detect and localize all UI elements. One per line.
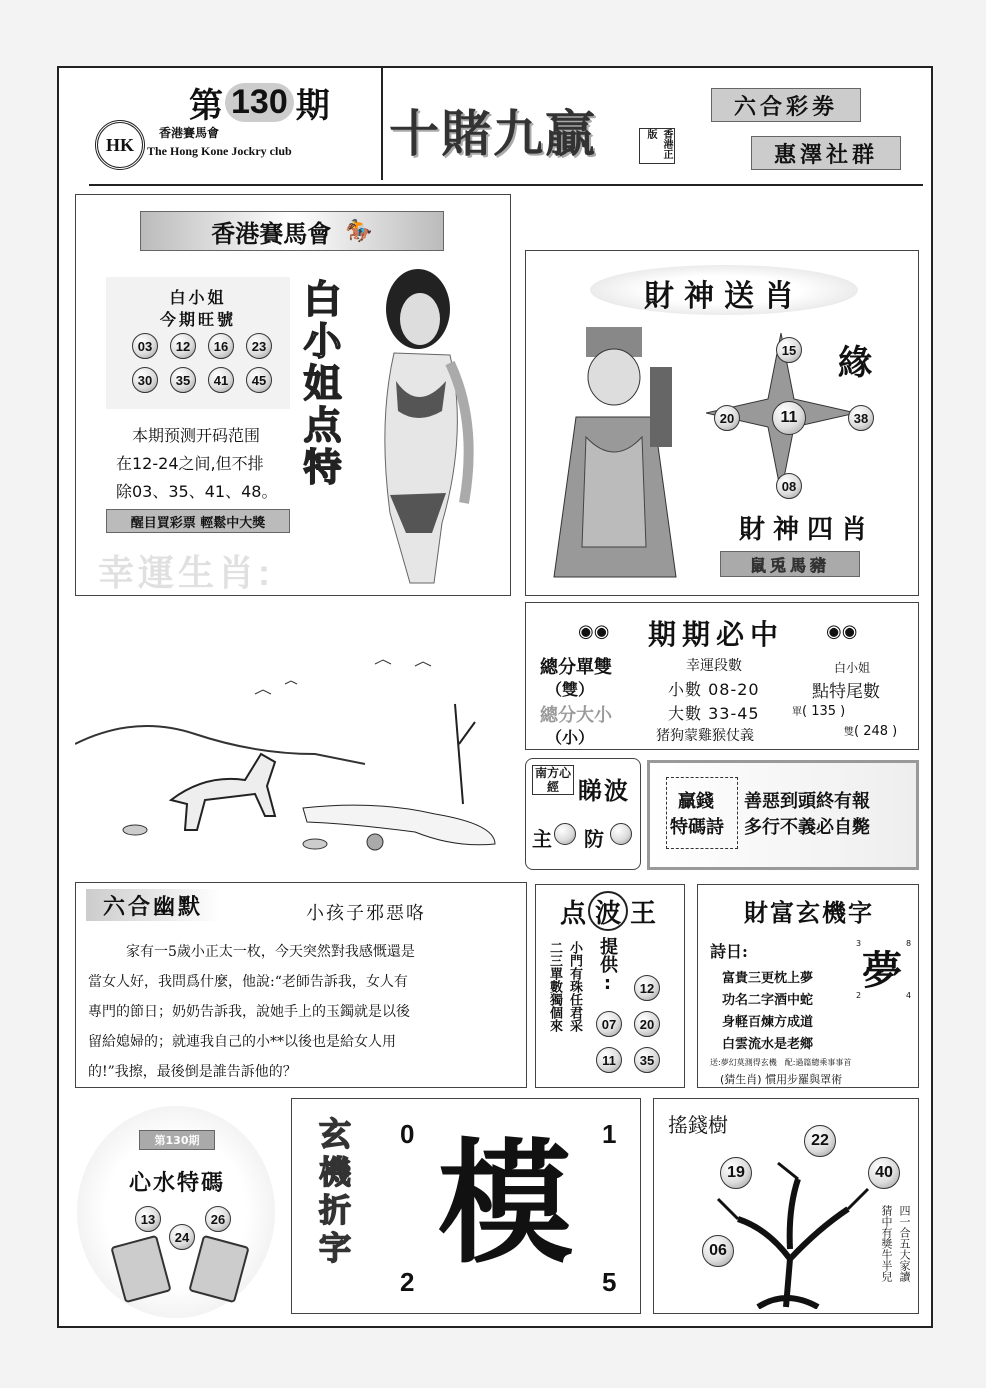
xuanji-tl: 0 — [400, 1119, 415, 1149]
lucky-ball-3: 16 — [208, 333, 234, 359]
humor-panel — [75, 882, 527, 1088]
caishen-center-ball: 11 — [772, 401, 806, 435]
issue-prefix: 第 — [189, 87, 223, 125]
qiqi-left-1: 總分單雙 — [540, 657, 612, 678]
caishen-right-ball: 38 — [848, 405, 874, 431]
wealth-title: 財富玄機字 — [744, 898, 874, 927]
humor-line-4: 留給媳婦的；就連我自己的小**以後也是給女人用 — [88, 1034, 396, 1050]
qiqi-left-2: （雙） — [546, 680, 595, 699]
dianbo-col-2: 小門有珠任君采 — [567, 941, 582, 1032]
qiqi-panel — [525, 602, 919, 750]
money-tree-ball-3: 40 — [868, 1157, 900, 1189]
qiqi-double-value: ( 248 ) — [854, 724, 898, 739]
wave-panel — [525, 758, 641, 870]
watermark-lucky-zodiac: 幸運生肖: — [98, 552, 274, 593]
card-title-1: 白小姐 — [169, 288, 227, 307]
prediction-line-3: 除03、35、41、48。 — [116, 482, 278, 501]
qiqi-left-4: （小） — [546, 728, 595, 747]
qiqi-right-4 — [844, 723, 897, 739]
playing-cards-icon-right — [188, 1235, 249, 1303]
wealth-poem-label: 詩日: — [710, 942, 748, 961]
humor-title: 六合幽默 — [86, 889, 220, 921]
poem-label-1: 贏錢 — [678, 791, 714, 812]
qiqi-mid-4: 猪狗蒙雞猴仗義 — [656, 728, 754, 744]
wolf-landscape-image — [75, 604, 519, 876]
god-of-wealth-image — [546, 327, 684, 587]
qiqi-title: 期期必中 — [648, 618, 785, 651]
money-tree-title: 搖錢樹 — [668, 1113, 728, 1137]
wealth-corner-2: 8 — [906, 939, 912, 948]
caishen-bottom-ball: 08 — [776, 473, 802, 499]
xuanji-br: 5 — [602, 1267, 617, 1297]
wealth-corner-1: 3 — [856, 939, 862, 948]
issue-suffix: 期 — [295, 87, 330, 125]
qiqi-left-3: 總分大小 — [540, 705, 612, 726]
wave-main-ball — [554, 823, 576, 845]
wealth-note: 送:夢幻莫測得玄機 配:過篇總乘事事首 — [710, 1058, 852, 1067]
prediction-line-1: 本期预测开码范围 — [132, 426, 261, 445]
lucky-ball-7: 41 — [208, 367, 234, 393]
wave-main-label: 主 — [532, 827, 552, 851]
humor-line-2: 當女人好，我問爲什麼，他說:“老師告訴我，女人有 — [88, 974, 408, 990]
heart-title: 心水特碼 — [129, 1170, 226, 1196]
club-logo: HK — [95, 120, 145, 170]
lucky-ball-2: 12 — [170, 333, 196, 359]
authentic-stamp: 香港正版 — [639, 128, 675, 164]
xuanji-label: 玄機折字 — [315, 1117, 351, 1269]
dianbo-title — [560, 891, 656, 931]
poem-line-2: 多行不義必自斃 — [744, 817, 870, 838]
poem-panel — [647, 760, 919, 870]
dianbo-title-1: 点 — [560, 898, 587, 929]
xuanji-big-char: 模 — [438, 1126, 573, 1282]
caishen-panel — [525, 250, 919, 596]
humor-subtitle: 小孩子邪惡咯 — [306, 903, 426, 924]
dianbo-ball-3: 20 — [634, 1011, 660, 1037]
money-tree-ball-1: 22 — [804, 1125, 836, 1157]
club-name-cn: 香港賽馬會 — [159, 126, 220, 140]
dianbo-panel — [535, 884, 685, 1088]
poem-line-1: 善惡到頭終有報 — [744, 791, 870, 812]
humor-line-1: 家有一5歲小正太一枚，今天突然對我感慨還是 — [126, 944, 415, 960]
wealth-panel — [697, 884, 919, 1088]
dianbo-ball-2: 07 — [596, 1011, 622, 1037]
caishen-left-ball: 20 — [714, 405, 740, 431]
money-tree-riddle-1: 四一合五大家讀 — [898, 1205, 911, 1282]
wealth-line-2: 功名二字酒中蛇 — [722, 993, 814, 1008]
caishen-animals: 鼠兎馬豬 — [720, 551, 860, 577]
coin-icon-right: ◉◉ — [826, 621, 858, 642]
horse-racing-icon: 🏇 — [345, 218, 373, 244]
lucky-ball-5: 30 — [132, 367, 158, 393]
club-name-en: The Hong Kone Jockry club — [147, 144, 292, 158]
prediction-line-2: 在12-24之间,但不排 — [116, 454, 264, 473]
dianbo-ball-5: 35 — [634, 1047, 660, 1073]
playing-cards-icon-left — [110, 1235, 171, 1303]
landscape-panel — [75, 604, 519, 876]
community-badge: 惠澤社群 — [751, 136, 901, 170]
hkjc-banner — [140, 211, 444, 251]
caishen-title: 財神送肖 — [644, 279, 804, 314]
wealth-line-4: 白雲流水是老鄉 — [722, 1037, 814, 1052]
slogan-badge: 醒目買彩票 輕鬆中大獎 — [106, 509, 290, 533]
qiqi-mid-3: 大數 33-45 — [668, 704, 760, 723]
lucky-ball-8: 45 — [246, 367, 272, 393]
wealth-corner-3: 2 — [856, 991, 862, 1000]
qiqi-right-3 — [792, 703, 845, 719]
money-tree-ball-2: 19 — [720, 1157, 752, 1189]
wealth-footer: (猜生肖) 慣用步羅與罩術 — [720, 1073, 843, 1086]
header-divider — [89, 184, 923, 186]
wealth-corner-4: 4 — [906, 991, 912, 1000]
lottery-badge: 六合彩劵 — [711, 88, 861, 122]
wealth-big-char: 夢 — [862, 947, 902, 994]
qiqi-mid-1: 幸運段數 — [686, 658, 742, 674]
wealth-line-1: 富貴三更枕上夢 — [722, 971, 814, 986]
caishen-top-ball: 15 — [776, 337, 802, 363]
wealth-line-3: 身軽百煉方成道 — [722, 1015, 814, 1030]
heart-ball-3: 26 — [205, 1206, 231, 1232]
dianbo-ball-1: 12 — [634, 975, 660, 1001]
qiqi-double-label: 雙 — [844, 727, 854, 738]
lucky-ball-4: 23 — [246, 333, 272, 359]
money-tree-ball-4: 06 — [702, 1235, 734, 1267]
vertical-title: 白小姐点特 — [297, 279, 342, 489]
humor-line-5: 的!”我擦，最後倒是誰告訴他的？ — [88, 1064, 297, 1080]
humor-line-3: 專門的節日；奶奶告訴我，說她手上的玉鐲就是以後 — [88, 1004, 410, 1020]
xuanji-panel — [291, 1098, 641, 1314]
heart-ball-2: 24 — [169, 1224, 195, 1250]
poem-label-2: 特碼詩 — [670, 817, 724, 838]
qiqi-right-2: 點特尾數 — [812, 682, 880, 702]
main-title: 十賭九贏 — [389, 106, 597, 162]
bai-xiaojie-panel — [75, 194, 511, 596]
header-left — [59, 68, 383, 180]
dianbo-ball-4: 11 — [596, 1047, 622, 1073]
wave-guard-label: 防 — [584, 827, 604, 851]
dianbo-tip: 提供: — [597, 937, 618, 994]
money-tree-riddle-2: 猜中有獎牛半兒 — [880, 1205, 893, 1282]
qiqi-single-label: 單 — [792, 707, 802, 718]
xuanji-bl: 2 — [400, 1267, 415, 1297]
wave-title: 睇波 — [578, 776, 630, 805]
coin-icon-left: ◉◉ — [578, 621, 610, 642]
dianbo-title-2: 波 — [588, 891, 628, 931]
heart-panel — [77, 1106, 275, 1318]
model-figure-image — [338, 263, 508, 593]
wave-guard-ball — [610, 823, 632, 845]
qiqi-mid-2: 小數 08-20 — [668, 680, 760, 699]
page — [57, 66, 933, 1328]
qiqi-single-value: ( 135 ) — [802, 704, 846, 719]
dianbo-col-1: 二三單數獨個來 — [547, 941, 562, 1032]
dianbo-title-3: 王 — [630, 898, 657, 929]
wave-side-label: 南方心經 — [532, 765, 574, 795]
fate-character: 緣 — [838, 343, 872, 383]
issue-number: 130 — [225, 83, 294, 122]
heart-issue: 第130期 — [139, 1130, 215, 1150]
lucky-ball-6: 35 — [170, 367, 196, 393]
caishen-subtitle: 財神四肖 — [738, 515, 875, 545]
xuanji-tr: 1 — [602, 1119, 617, 1149]
lucky-ball-1: 03 — [132, 333, 158, 359]
hkjc-banner-text: 香港賽馬會 — [211, 219, 332, 248]
card-title-2: 今期旺號 — [159, 310, 236, 329]
issue-label — [189, 78, 330, 127]
heart-ball-1: 13 — [135, 1206, 161, 1232]
qiqi-right-1: 白小姐 — [834, 661, 871, 675]
money-tree-panel — [653, 1098, 919, 1314]
